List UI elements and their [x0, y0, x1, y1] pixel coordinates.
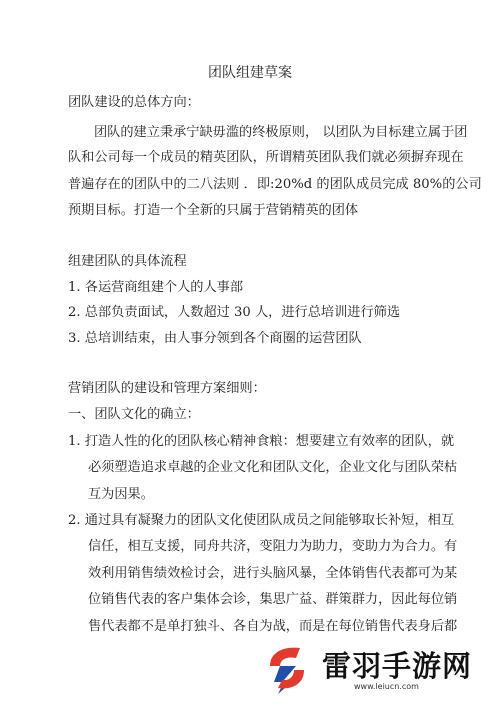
- paragraph-line: 队和公司每一个成员的精英团队，所谓精英团队我们就必须摒弃现在: [68, 150, 464, 165]
- section-heading-management: 营销团队的建设和管理方案细则：: [68, 381, 266, 396]
- section-heading-direction: 团队建设的总体方向：: [68, 95, 200, 110]
- list-item: 2. 总部负责面试，人数超过 30 人，进行总培训进行筛选: [68, 305, 401, 320]
- list-item-continuation: 信任，相互支援，同舟共济，变阻力为助力，变助力为合力。有: [88, 539, 458, 554]
- paragraph-line: 普遍存在的团队中的二八法则 ．即:20%d 的团队成员完成 80%的公司: [68, 177, 482, 192]
- watermark-site-name: 雷羽手游网: [322, 649, 473, 683]
- list-item-continuation: 效利用销售绩效检讨会，进行头脑风暴，全体销售代表都可为某: [88, 566, 458, 581]
- section-heading-process: 组建团队的具体流程: [68, 254, 187, 269]
- document-title: 团队组建草案: [208, 65, 292, 81]
- paragraph-line: 团队的建立秉承宁缺毋滥的终极原则， 以团队为目标建立属于团: [94, 125, 468, 140]
- watermark-url: www.leiucn.com: [354, 682, 419, 691]
- list-item: 3. 总培训结束，由人事分领到各个商圈的运营团队: [68, 331, 362, 346]
- list-item-continuation: 售代表都不是单打独斗、各自为战，而是在每位销售代表身后都: [88, 619, 458, 634]
- site-watermark: [256, 634, 492, 700]
- list-item: 1. 各运营商组建个人的人事部: [68, 280, 244, 295]
- lightning-s-logo-icon: [256, 636, 318, 698]
- list-item-continuation: 位销售代表的客户集体会诊，集思广益、群策群力，因此每位销: [88, 592, 458, 607]
- paragraph-line: 预期目标。打造一个全新的只属于营销精英的团体: [68, 203, 359, 218]
- subsection-heading: 一、团队文化的确立：: [68, 407, 200, 422]
- list-item: 1. 打造人性的化的团队核心精神食粮：想要建立有效率的团队，就: [68, 434, 455, 449]
- list-item-continuation: 必须塑造追求卓越的企业文化和团队文化，企业文化与团队荣枯: [88, 460, 458, 475]
- list-item-continuation: 互为因果。: [88, 487, 154, 502]
- list-item: 2. 通过具有凝聚力的团队文化使团队成员之间能够取长补短，相互: [68, 513, 455, 528]
